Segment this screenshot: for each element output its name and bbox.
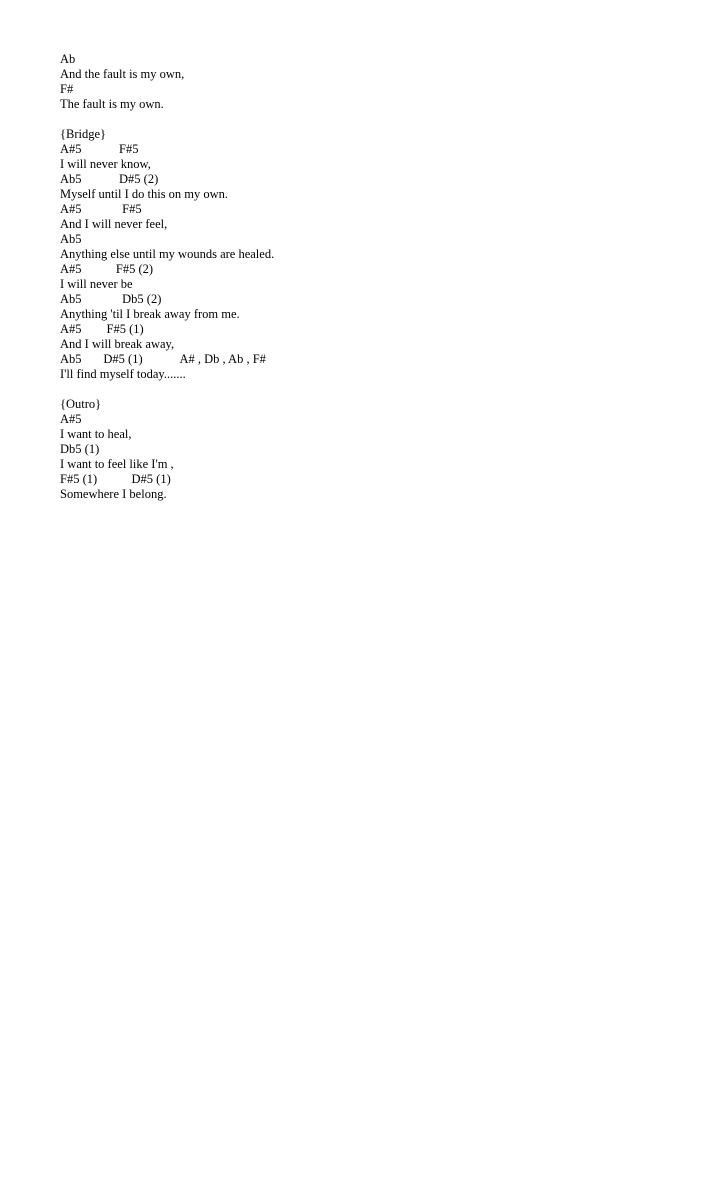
chord-line: Ab5 D#5 (1) A# , Db , Ab , F# [60, 352, 266, 366]
lyric-line: I want to feel like I'm , [60, 457, 174, 471]
chord-line: Ab5 [60, 232, 82, 246]
lyric-line: I'll find myself today....... [60, 367, 186, 381]
chord-line: A#5 F#5 (2) [60, 262, 154, 276]
chord-line: Ab5 Db5 (2) [60, 292, 162, 306]
chord-line: A#5 F#5 [60, 142, 139, 156]
chord-sheet-body [60, 52, 680, 502]
chord-line: A#5 [60, 412, 82, 426]
chord-line: Ab5 D#5 (2) [60, 172, 159, 186]
blank-line [60, 382, 680, 397]
lyric-line: Somewhere I belong. [60, 487, 167, 501]
lyric-line: And the fault is my own, [60, 67, 185, 81]
lyric-line: I will never be [60, 277, 133, 291]
lyric-line: And I will never feel, [60, 217, 168, 231]
lyric-line: And I will break away, [60, 337, 175, 351]
chord-line: F#5 (1) D#5 (1) [60, 472, 171, 486]
section-heading: {Outro} [60, 397, 102, 411]
chord-line: F# [60, 82, 74, 96]
lyric-line: I want to heal, [60, 427, 132, 441]
blank-line [60, 112, 680, 127]
lyric-line: The fault is my own. [60, 97, 164, 111]
chord-line: Ab [60, 52, 76, 66]
lyric-line: Anything 'til I break away from me. [60, 307, 240, 321]
lyric-line: I will never know, [60, 157, 151, 171]
chord-line: A#5 F#5 [60, 202, 142, 216]
chord-line: A#5 F#5 (1) [60, 322, 144, 336]
lyric-line: Myself until I do this on my own. [60, 187, 229, 201]
section-heading: {Bridge} [60, 127, 107, 141]
chord-line: Db5 (1) [60, 442, 100, 456]
lyric-line: Anything else until my wounds are healed. [60, 247, 275, 261]
